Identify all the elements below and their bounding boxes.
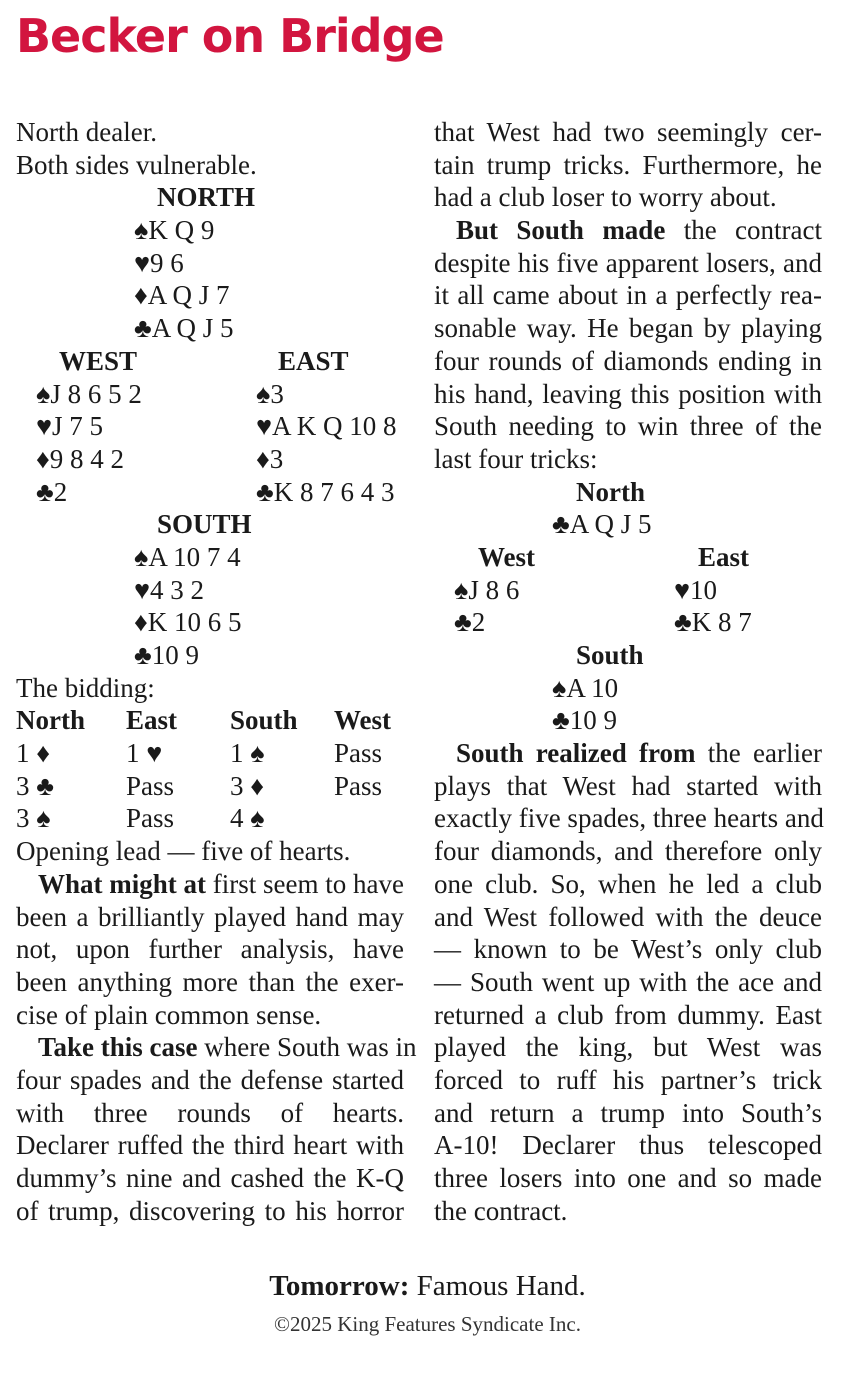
ending-east-clubs: ♣K 8 7 bbox=[674, 607, 752, 638]
article-line: four diamonds, and therefore only bbox=[434, 836, 822, 867]
bidding-row bbox=[16, 737, 404, 770]
bid-cell: 3 ♣ bbox=[16, 770, 54, 801]
article-line: and West followed with the deuce bbox=[434, 901, 822, 932]
bid-cell: Pass bbox=[334, 738, 383, 769]
east-hearts: ♥A K Q 10 8 bbox=[256, 411, 397, 442]
left-column bbox=[16, 116, 417, 1227]
article-line: Declarer ruffed the third heart with bbox=[16, 1130, 404, 1161]
ending-south-spades: ♠A 10 bbox=[552, 672, 619, 703]
article-line: — known to be West’s only club bbox=[434, 934, 822, 965]
bid-cell: Pass bbox=[334, 770, 383, 801]
article-line: forced to ruff his partner’s trick bbox=[434, 1064, 822, 1095]
article-paragraph-2-line: Take this case where South was in bbox=[38, 1032, 417, 1063]
north-diamonds: ♦A Q J 7 bbox=[134, 280, 230, 311]
ending-west-spades: ♠J 8 6 bbox=[454, 574, 520, 605]
article-line: been a brilliantly played hand may bbox=[16, 901, 404, 932]
article-line: with three rounds of hearts. bbox=[16, 1097, 404, 1128]
bidding-header-north: North bbox=[16, 705, 85, 736]
article-line: South needing to win three of the bbox=[434, 411, 822, 442]
article-line: of trump, discovering to his horror bbox=[16, 1195, 404, 1226]
bidding-row bbox=[16, 802, 404, 835]
west-clubs: ♣2 bbox=[36, 476, 68, 507]
ending-east-hearts: ♥10 bbox=[674, 574, 718, 605]
west-hearts: ♥J 7 5 bbox=[36, 411, 104, 442]
article-line: the contract. bbox=[434, 1195, 568, 1226]
south-spades: ♠A 10 7 4 bbox=[134, 541, 241, 572]
bidding-row bbox=[16, 770, 404, 803]
tomorrow-text: Famous Hand. bbox=[409, 1270, 586, 1302]
article-line: played the king, but West was bbox=[434, 1032, 822, 1063]
article-paragraph-3-line: But South made the contract bbox=[456, 215, 823, 246]
page-title: Becker on Bridge bbox=[16, 9, 444, 63]
article-paragraph-1-line: What might at first seem to have bbox=[38, 868, 404, 899]
bidding-header-west: West bbox=[334, 705, 391, 736]
south-clubs: ♣10 9 bbox=[134, 640, 199, 670]
tomorrow-label: Tomorrow: bbox=[269, 1270, 410, 1302]
article-line: despite his five apparent losers, and bbox=[434, 247, 822, 278]
east-spades: ♠3 bbox=[256, 378, 284, 409]
ending-west-label: West bbox=[478, 541, 535, 572]
article-line: exactly five spades, three hearts and bbox=[434, 803, 824, 834]
ending-north-label: North bbox=[576, 476, 645, 507]
article-line: — South went up with the ace and bbox=[434, 966, 822, 997]
article-line: not, upon further analysis, have bbox=[16, 934, 404, 965]
east-clubs: ♣K 8 7 6 4 3 bbox=[256, 476, 395, 507]
article-line: returned a club from dummy. East bbox=[434, 999, 822, 1030]
bid-cell: 1 ♦ bbox=[16, 738, 51, 769]
article-line: had a club loser to worry about. bbox=[434, 182, 777, 213]
article-line: his hand, leaving this position with bbox=[434, 378, 822, 409]
article-line: four spades and the defense started bbox=[16, 1064, 404, 1095]
west-spades: ♠J 8 6 5 2 bbox=[36, 378, 142, 409]
ending-diagram-south bbox=[434, 639, 822, 672]
bidding-header-east: East bbox=[126, 705, 178, 736]
article-line: sonable way. He began by playing bbox=[434, 313, 822, 344]
bid-cell: 1 ♥ bbox=[126, 738, 163, 769]
west-label: WEST bbox=[59, 345, 138, 376]
north-spades: ♠K Q 9 bbox=[134, 215, 215, 246]
east-diamonds: ♦3 bbox=[256, 443, 284, 474]
paragraph-lead-in: But South made bbox=[456, 215, 666, 246]
bid-cell: 3 ♠ bbox=[16, 803, 51, 834]
bid-cell: 4 ♠ bbox=[230, 803, 265, 834]
article-line: been anything more than the exer- bbox=[16, 966, 404, 997]
ending-diagram-north bbox=[434, 476, 822, 509]
article-line: dummy’s nine and cashed the K-Q bbox=[16, 1163, 404, 1193]
deal-diagram-south bbox=[16, 508, 404, 541]
ending-north-clubs: ♣A Q J 5 bbox=[552, 509, 652, 540]
north-clubs: ♣A Q J 5 bbox=[134, 313, 234, 344]
south-diamonds: ♦K 10 6 5 bbox=[134, 607, 242, 638]
bid-cell: 1 ♠ bbox=[230, 738, 265, 769]
article-line: that West had two seemingly cer- bbox=[434, 117, 822, 147]
paragraph-lead-in: South realized from bbox=[456, 738, 696, 769]
opening-lead: Opening lead — five of hearts. bbox=[16, 836, 351, 867]
ending-diagram-west-east bbox=[434, 541, 822, 574]
article-line: and return a trump into South’s bbox=[434, 1097, 822, 1128]
east-label: EAST bbox=[278, 345, 349, 376]
article-line: one club. So, when he led a club bbox=[434, 868, 822, 899]
deal-diagram-west-east bbox=[16, 345, 404, 378]
north-label: NORTH bbox=[157, 182, 256, 213]
bid-cell: Pass bbox=[126, 770, 175, 801]
bidding-label: The bidding: bbox=[16, 672, 155, 703]
ending-south-clubs: ♣10 9 bbox=[552, 705, 617, 736]
deal-diagram-north bbox=[16, 181, 404, 214]
article-line: plays that West had started with bbox=[434, 770, 822, 801]
bid-cell: 3 ♦ bbox=[230, 770, 265, 801]
south-label: SOUTH bbox=[157, 509, 252, 540]
bid-cell: Pass bbox=[126, 803, 175, 834]
paragraph-lead-in: What might at bbox=[38, 868, 207, 899]
article-line: cise of plain common sense. bbox=[16, 999, 322, 1030]
article-line: four rounds of diamonds ending in bbox=[434, 345, 822, 376]
right-column bbox=[434, 116, 822, 1227]
article-line: three losers into one and so made bbox=[434, 1163, 822, 1193]
north-hearts: ♥9 6 bbox=[134, 247, 184, 278]
article-paragraph-4-line: South realized from the earlier bbox=[456, 738, 822, 769]
south-hearts: ♥4 3 2 bbox=[134, 574, 205, 605]
paragraph-lead-in: Take this case bbox=[38, 1032, 198, 1063]
ending-east-label: East bbox=[698, 541, 750, 572]
ending-west-clubs: ♣2 bbox=[454, 607, 486, 638]
bidding-header-row bbox=[16, 704, 404, 737]
tomorrow-teaser bbox=[0, 1270, 855, 1303]
vulnerability-line: Both sides vulnerable. bbox=[16, 149, 257, 180]
article-line: it all came about in a perfectly rea- bbox=[434, 280, 822, 311]
article-line: last four tricks: bbox=[434, 443, 598, 474]
copyright: ©2025 King Features Syndicate Inc. bbox=[274, 1312, 581, 1336]
west-diamonds: ♦9 8 4 2 bbox=[36, 443, 125, 474]
dealer-line: North dealer. bbox=[16, 117, 157, 147]
bidding-header-south: South bbox=[230, 705, 298, 736]
article-line: A-10! Declarer thus telescoped bbox=[434, 1130, 822, 1161]
article-line: tain trump tricks. Furthermore, he bbox=[434, 149, 822, 180]
ending-south-label: South bbox=[576, 640, 644, 670]
